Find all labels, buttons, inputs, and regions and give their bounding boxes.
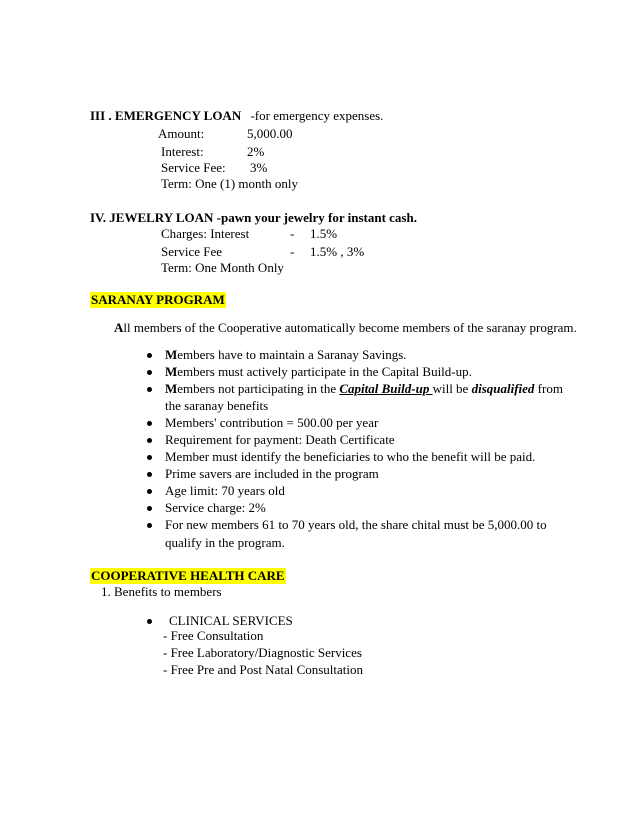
health-care-item-1: 1. Benefits to members <box>101 584 222 599</box>
saranay-item-4: Members' contribution = 500.00 per year <box>165 415 379 430</box>
saranay-item-1-text: embers have to maintain a Saranay Savings. <box>177 347 407 362</box>
saranay-item-3-first: M <box>165 381 178 396</box>
jewelry-term: Term: One Month Only <box>161 260 284 275</box>
bullet-icon <box>147 438 152 443</box>
emergency-interest-value: 2% <box>247 144 265 159</box>
saranay-item-2 <box>165 364 472 380</box>
bullet-icon <box>147 455 152 460</box>
saranay-intro-first-letter: A <box>114 320 124 335</box>
health-care-heading: COOPERATIVE HEALTH CARE <box>91 568 285 583</box>
bullet-icon <box>147 421 152 426</box>
saranay-item-1 <box>165 347 407 363</box>
saranay-heading: SARANAY PROGRAM <box>91 292 225 307</box>
saranay-item-3-pre: embers not participating in the <box>177 381 340 396</box>
emergency-service-fee-label: Service Fee: <box>161 160 226 175</box>
bullet-icon <box>147 370 152 375</box>
bullet-icon <box>147 506 152 511</box>
saranay-item-2-text: embers must actively participate in the Capital Build-up. <box>177 364 472 379</box>
emergency-loan-heading: III . EMERGENCY LOAN <box>90 108 242 123</box>
saranay-item-3-post: from <box>534 381 563 396</box>
saranay-item-6: Member must identify the beneficiaries to who the benefit will be paid. <box>165 449 536 464</box>
jewelry-service-fee-label: Service Fee <box>161 244 223 259</box>
emergency-service-fee-value: 3% <box>250 160 268 175</box>
bullet-icon <box>147 472 152 477</box>
emergency-loan-heading-line <box>90 108 383 124</box>
emergency-amount-label: Amount: <box>158 126 205 141</box>
clinical-service-2: - Free Laboratory/Diagnostic Services <box>163 645 362 660</box>
saranay-item-3-line2: the saranay benefits <box>165 398 269 413</box>
saranay-item-2-first: M <box>165 364 178 379</box>
saranay-intro <box>114 320 577 336</box>
clinical-service-3: - Free Pre and Post Natal Consultation <box>163 662 364 677</box>
jewelry-service-fee-dash: - <box>290 244 295 259</box>
saranay-item-3-mid: will be <box>432 381 472 396</box>
bullet-icon <box>147 489 152 494</box>
bullet-icon <box>147 353 152 358</box>
saranay-item-5: Requirement for payment: Death Certificate <box>165 432 395 447</box>
clinical-service-1: - Free Consultation <box>163 628 264 643</box>
jewelry-loan-heading: IV. JEWELRY LOAN -pawn your jewelry for instant cash. <box>90 210 417 225</box>
jewelry-charges-dash: - <box>290 226 295 241</box>
saranay-item-7: Prime savers are included in the program <box>165 466 379 481</box>
emergency-term: Term: One (1) month only <box>161 176 299 191</box>
saranay-item-10-line2: qualify in the program. <box>165 535 285 550</box>
saranay-item-3 <box>165 381 563 397</box>
saranay-item-10: For new members 61 to 70 years old, the share chital must be 5,000.00 to <box>165 517 547 532</box>
saranay-item-9: Service charge: 2% <box>165 500 266 515</box>
bullet-icon <box>147 387 152 392</box>
disqualified-text: disqualified <box>471 381 535 396</box>
saranay-item-8: Age limit: 70 years old <box>165 483 285 498</box>
jewelry-service-fee-value: 1.5% , 3% <box>310 244 365 259</box>
saranay-intro-text: ll members of the Cooperative automatically become members of the saranay program. <box>123 320 577 335</box>
capital-build-up-link: Capital Build-up <box>339 381 433 396</box>
emergency-loan-desc: -for emergency expenses. <box>250 108 384 123</box>
emergency-interest-label: Interest: <box>161 144 204 159</box>
bullet-icon <box>147 619 152 624</box>
jewelry-charges-label: Charges: Interest <box>161 226 250 241</box>
jewelry-charges-value: 1.5% <box>310 226 338 241</box>
emergency-amount-value: 5,000.00 <box>247 126 293 141</box>
bullet-icon <box>147 523 152 528</box>
saranay-item-1-first: M <box>165 347 178 362</box>
clinical-services-heading: CLINICAL SERVICES <box>169 613 293 628</box>
